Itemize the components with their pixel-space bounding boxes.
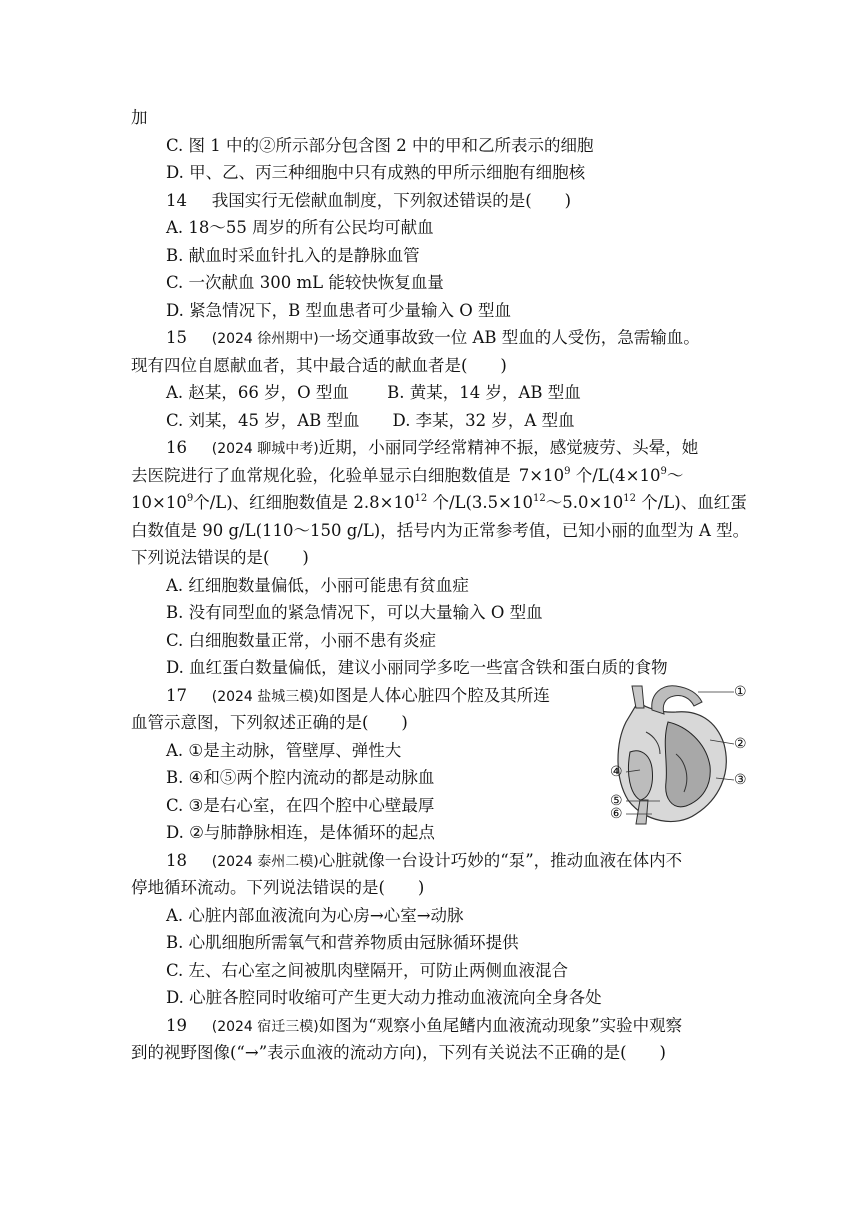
question-19: 19 (2024 宿迁三模)如图为“观察小鱼尾鳍内血液流动现象”实验中观察 <box>166 1016 683 1035</box>
question-source: (2024 聊城中考) <box>211 441 319 457</box>
text-line: 到的视野图像(“→”表示血液的流动方向)，下列有关说法不正确的是( ) <box>131 1043 666 1062</box>
label-1: ① <box>734 684 747 700</box>
option-c: C. 白细胞数量正常，小丽不患有炎症 <box>166 631 437 650</box>
question-number: 14 <box>166 191 187 210</box>
question-number: 16 <box>166 438 187 457</box>
option-b: B. 没有同型血的紧急情况下，可以大量输入 O 型血 <box>166 603 543 622</box>
options-cd: C. 刘某，45 岁，AB 型血 D. 李某，32 岁，A 型血 <box>166 411 575 430</box>
question-18: 18 (2024 泰州二模)心脏就像一台设计巧妙的“泵”，推动血液在体内不 <box>166 851 683 870</box>
question-number: 15 <box>166 328 187 347</box>
text-line: 去医院进行了血常规化验，化验单显示白细胞数值是 $7\times 10^9$ 个$/L(4\times 10^9\sim$ <box>131 466 684 485</box>
question-source: (2024 宿迁三模) <box>211 1019 319 1035</box>
question-16: 16 (2024 聊城中考)近期，小丽同学经常精神不振，感觉疲劳、头晕，她 <box>166 438 699 457</box>
question-source: (2024 盐城三模) <box>211 689 319 705</box>
question-17: 17 (2024 盐城三模)如图是人体心脏四个腔及其所连 <box>166 686 550 705</box>
question-source: (2024 徐州期中) <box>211 331 319 347</box>
label-4: ④ <box>610 764 623 780</box>
text-line: 停地循环流动。下列说法错误的是( ) <box>131 878 425 897</box>
option-d: D. ②与肺静脉相连，是体循环的起点 <box>166 823 435 842</box>
option-c: C. 图 1 中的②所示部分包含图 2 中的甲和乙所表示的细胞 <box>166 136 594 155</box>
question-number: 19 <box>166 1016 187 1035</box>
option-a: A. 心脏内部血液流向为心房→心室→动脉 <box>166 906 464 925</box>
question-number: 17 <box>166 686 187 705</box>
option-a: A. 18～55 周岁的所有公民均可献血 <box>166 218 434 237</box>
text-line: 加 <box>131 108 148 127</box>
text-line: 血管示意图，下列叙述正确的是( ) <box>131 713 408 732</box>
option-a: A. ①是主动脉，管壁厚、弹性大 <box>166 741 402 760</box>
option-b: B. 献血时采血针扎入的是静脉血管 <box>166 246 420 265</box>
question-14: 14 我国实行无偿献血制度，下列叙述错误的是( ) <box>166 191 572 210</box>
heart-illustration <box>606 682 756 830</box>
option-c: C. 一次献血 300 mL 能较快恢复血量 <box>166 273 444 292</box>
option-c: C. ③是右心室，在四个腔中心壁最厚 <box>166 796 435 815</box>
question-source: (2024 泰州二模) <box>211 854 319 870</box>
options-ab: A. 赵某，66 岁，O 型血 B. 黄某，14 岁，AB 型血 <box>166 383 581 402</box>
question-15: 15 (2024 徐州期中)一场交通事故致一位 AB 型血的人受伤，急需输血。 <box>166 328 700 347</box>
text-line: 白数值是 90 g/L(110～150 g/L)，括号内为正常参考值，已知小丽的血型为 A 型。 <box>131 521 750 540</box>
text-line: 现有四位自愿献血者，其中最合适的献血者是( ) <box>131 356 507 375</box>
option-d: D. 甲、乙、丙三种细胞中只有成熟的甲所示细胞有细胞核 <box>166 163 586 182</box>
label-5: ⑤ <box>610 793 623 809</box>
label-2: ② <box>734 736 747 752</box>
option-c: C. 左、右心室之间被肌肉壁隔开，可防止两侧血液混合 <box>166 961 569 980</box>
option-d: D. 心脏各腔同时收缩可产生更大动力推动血液流向全身各处 <box>166 988 602 1007</box>
option-d: D. 血红蛋白数量偏低，建议小丽同学多吃一些富含铁和蛋白质的食物 <box>166 658 668 677</box>
text-line: $10\times 10^9$个/L)、红细胞数值是 $2.8\times 10^{12}$ 个$/L(3.5\times 10^{12}\sim 5.0\times 10^{12}$ 个/L)、血红蛋 <box>131 493 747 512</box>
option-a: A. 红细胞数量偏低，小丽可能患有贫血症 <box>166 576 469 595</box>
option-b: B. 心肌细胞所需氧气和营养物质由冠脉循环提供 <box>166 933 519 952</box>
heart-diagram <box>606 682 756 830</box>
label-6: ⑥ <box>610 806 623 822</box>
text-line: 下列说法错误的是( ) <box>131 548 309 567</box>
question-number: 18 <box>166 851 187 870</box>
option-b: B. ④和⑤两个腔内流动的都是动脉血 <box>166 768 435 787</box>
option-d: D. 紧急情况下，B 型血患者可少量输入 O 型血 <box>166 301 512 320</box>
label-3: ③ <box>734 772 747 788</box>
